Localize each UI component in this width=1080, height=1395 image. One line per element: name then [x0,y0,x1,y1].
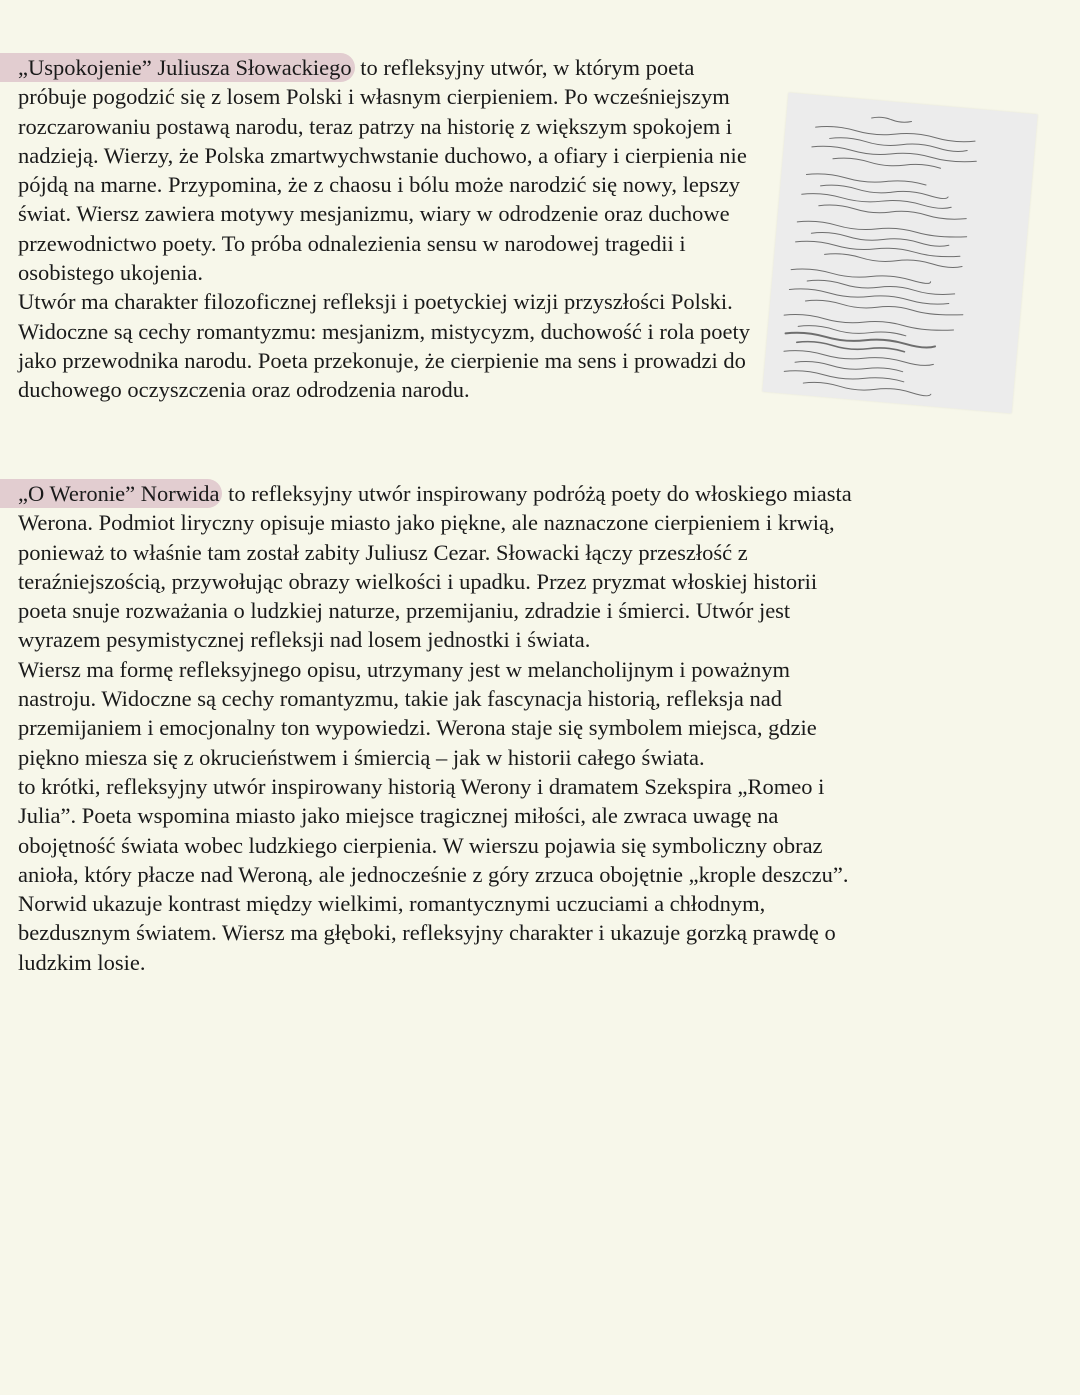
highlighted-title: „Uspokojenie” Juliusza Słowackiego [0,53,355,82]
section-o-weronie [18,479,868,977]
paragraph-text: to refleksyjny utwór, w którym poeta próbuje pogodzić się z losem Polski i własnym cierpieniem. Po wcześniejszym rozczarowaniu postawą narodu, teraz patrzy na historię z większym spokojem i nadzieją. Wierzy, że Polska zmartwychwstanie duchowo, a ofiary i cierpienia nie pójdą na marne. Przypomina, że z chaosu i bólu może narodzić się nowy, lepszy świat. Wiersz zawiera motywy mesjanizmu, wiary w odrodzenie oraz duchowe przewodnictwo poety. To próba odnalezienia sensu w narodowej tragedii i osobistego ukojenia. [18,55,747,286]
paragraph-analysis: Utwór ma charakter filozoficznej refleksji i poetyckiej wizji przyszłości Polski. Widoczne są cechy romantyzmu: mesjanizm, mistycyzm, duchowość i rola poety jako przewodnika narodu. Poeta przekonuje, że cierpienie ma sens i prowadzi do duchowego oczyszczenia oraz odrodzenia narodu. [18,289,750,403]
highlighted-title: „O Weronie” Norwida [0,479,222,508]
paragraph-analysis: Wiersz ma formę refleksyjnego opisu, utrzymany jest w melancholijnym i poważnym nastroju. Widoczne są cechy romantyzmu, takie jak fascynacja historią, refleksja nad przemijaniem i emocjonalny ton wypowiedzi. Werona staje się symbolem miejsca, gdzie piękno miesza się z okrucieństwem i śmiercią – jak w historii całego świata. [18,656,817,770]
paragraph-intro [18,479,868,655]
paragraph-text: to refleksyjny utwór inspirowany podróżą poety do włoskiego miasta Werona. Podmiot liryczny opisuje miasto jako piękne, ale naznaczone cierpieniem i krwią, ponieważ to właśnie tam został zabity Juliusz Cezar. Słowacki łączy przeszłość z teraźniejszością, przywołując obrazy wielkości i upadku. Przez pryzmat włoskiej historii poeta snuje rozważania o ludzkiej naturze, przemijaniu, zdradzie i śmierci. Utwór jest wyrazem pesymistycznej refleksji nad losem jednostki i świata. [18,481,852,653]
paragraph-summary: to krótki, refleksyjny utwór inspirowany historią Werony i dramatem Szekspira „Romeo i Julia”. Poeta wspomina miasto jako miejsce tragicznej miłości, ale zwraca uwagę na obojętność świata wobec ludzkiego cierpienia. W wierszu pojawia się symboliczny obraz anioła, który płacze nad Weroną, ale jednocześnie z góry zrzuca obojętnie „krople deszczu”. Norwid ukazuje kontrast między wielkimi, romantycznymi uczuciami a chłodnym, bezdusznym światem. Wiersz ma głęboki, refleksyjny charakter i ukazuje gorzką prawdę o ludzkim losie. [18,773,849,975]
paragraph-intro [18,53,768,287]
manuscript-image [762,93,1037,414]
handwriting-icon [762,93,1037,414]
section-uspokojenie [18,53,768,405]
